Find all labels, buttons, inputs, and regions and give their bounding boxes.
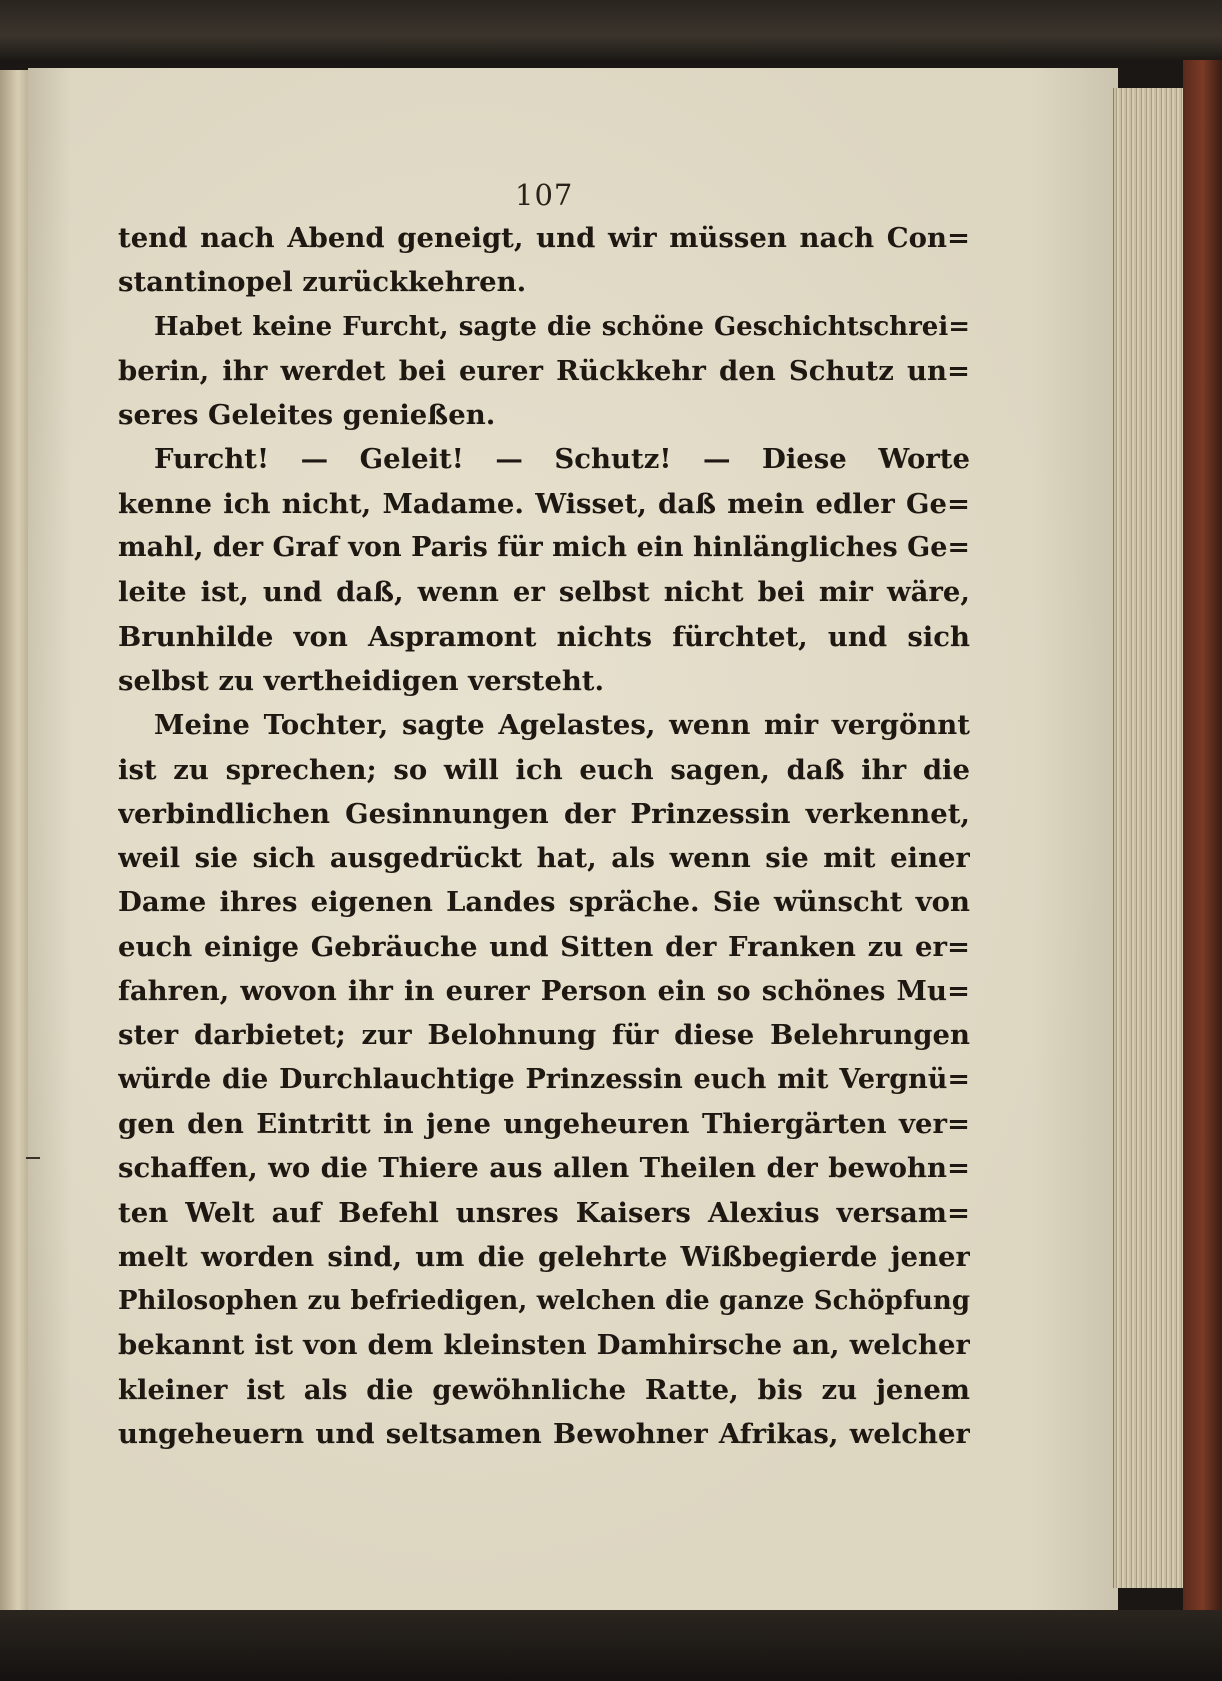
text-line: Dame ihres eigenen Landes spräche. Sie wünscht von (118, 886, 970, 919)
page-text (118, 216, 970, 1456)
text-line: stantinopel zurückkehren. (118, 266, 527, 299)
text-line: berin, ihr werdet bei eurer Rückkehr den Schutz un= (118, 354, 970, 387)
text-line: bekannt ist von dem kleinsten Damhirsche an, welcher (118, 1329, 970, 1362)
text-line: gen den Eintritt in jene ungeheuren Thiergärten ver= (118, 1107, 970, 1140)
text-line: Meine Tochter, sagte Agelastes, wenn mir vergönnt (154, 709, 970, 742)
text-line: weil sie sich ausgedrückt hat, als wenn sie mit einer (118, 842, 970, 875)
text-line: Brunhilde von Aspramont nichts fürchtet, und sich (118, 620, 970, 653)
text-line: schaffen, wo die Thiere aus allen Theilen der bewohn= (118, 1152, 970, 1185)
text-line: melt worden sind, um die gelehrte Wißbegierde jener (118, 1240, 970, 1273)
bottom-board (0, 1610, 1222, 1681)
text-line: mahl, der Graf von Paris für mich ein hinlängliches Ge= (118, 532, 970, 564)
margin-mark (26, 1157, 40, 1159)
text-line: seres Geleites genießen. (118, 399, 496, 432)
text-line: kleiner ist als die gewöhnliche Ratte, bis zu jenem (118, 1373, 970, 1406)
text-line: ten Welt auf Befehl unsres Kaisers Alexius versam= (118, 1196, 970, 1229)
text-line: ster darbietet; zur Belohnung für diese Belehrungen (118, 1019, 970, 1052)
text-line: ungeheuern und seltsamen Bewohner Afrikas, welcher (118, 1418, 970, 1451)
text-line: ist zu sprechen; so will ich euch sagen, daß ihr die (118, 753, 970, 786)
text-line: würde die Durchlauchtige Prinzessin euch mit Vergnü= (118, 1063, 970, 1095)
text-line: Furcht! — Geleit! — Schutz! — Diese Worte (154, 443, 970, 476)
text-line: kenne ich nicht, Madame. Wisset, daß mein edler Ge= (118, 487, 970, 520)
text-line: Habet keine Furcht, sagte die schöne Geschichtschrei= (154, 311, 970, 342)
top-board (0, 0, 1222, 60)
text-line: fahren, wovon ihr in eurer Person ein so schönes Mu= (118, 975, 970, 1008)
text-line: euch einige Gebräuche und Sitten der Franken zu er= (118, 930, 970, 963)
text-line: verbindlichen Gesinnungen der Prinzessin verkennet, (118, 797, 970, 830)
text-line: leite ist, und daß, wenn er selbst nicht bei mir wäre, (118, 576, 970, 609)
text-line: Philosophen zu befriedigen, welchen die ganze Schöpfung (118, 1286, 970, 1317)
page-stack-edge (1113, 88, 1184, 1588)
text-line: selbst zu vertheidigen versteht. (118, 664, 605, 697)
book-cover-edge (1183, 60, 1222, 1630)
text-line: tend nach Abend geneigt, und wir müssen nach Con= (118, 222, 970, 254)
left-page-edge (0, 70, 31, 1610)
page-number: 107 (515, 178, 574, 212)
